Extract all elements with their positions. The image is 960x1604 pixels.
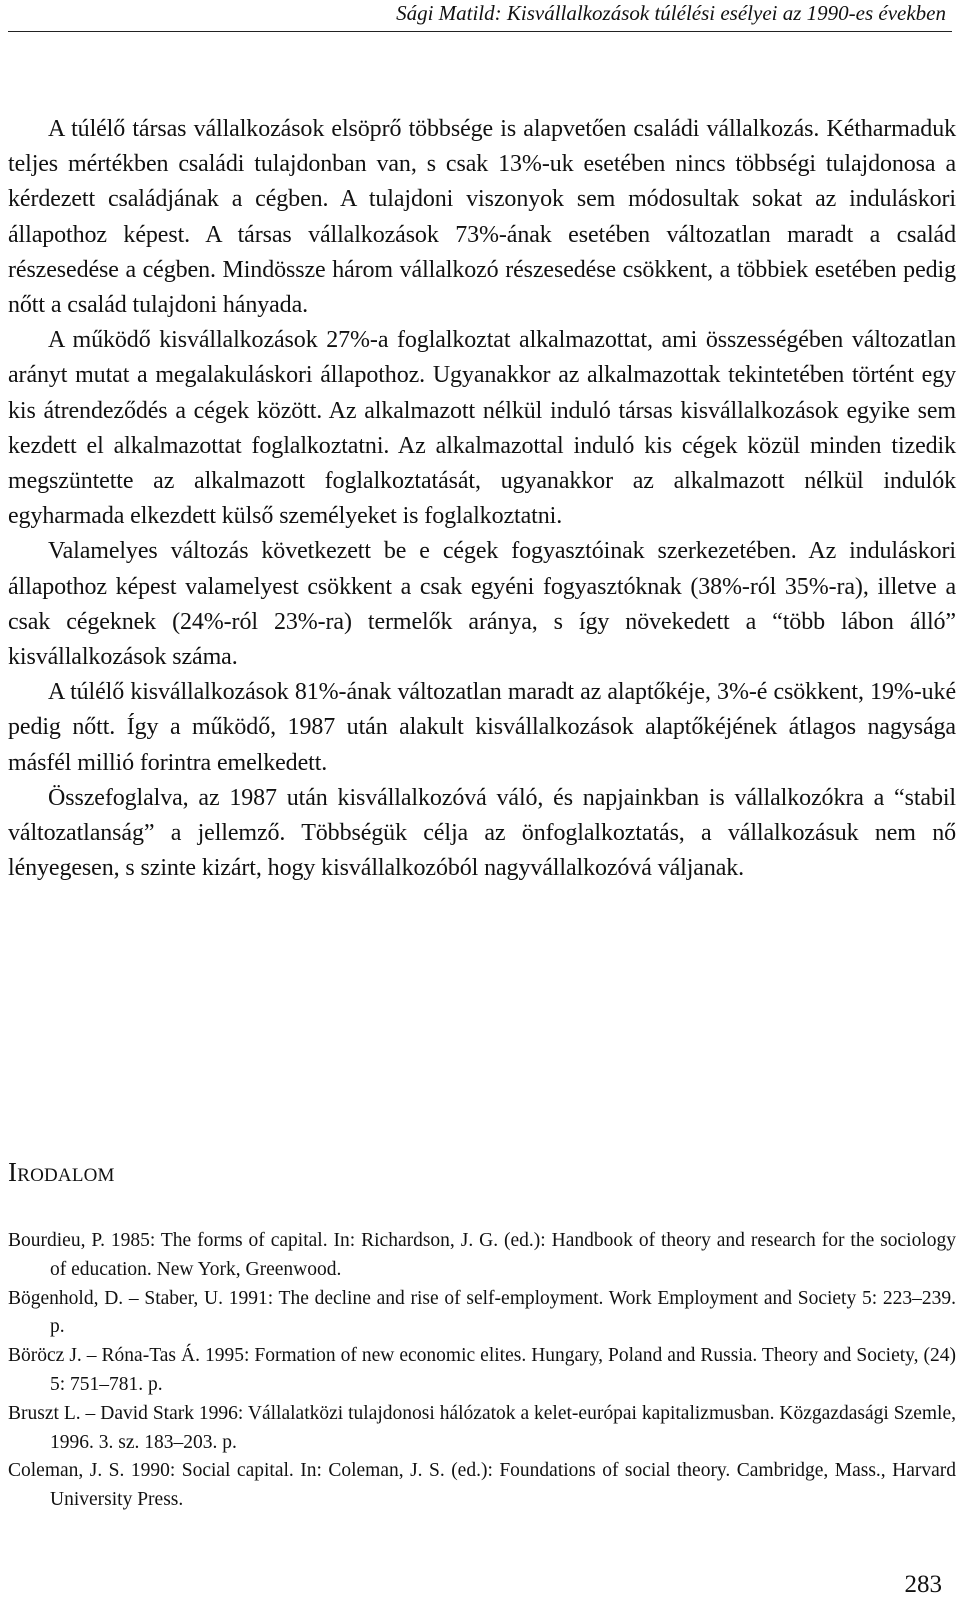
article-body <box>8 112 956 886</box>
paragraph-family-ownership: A túlélő társas vállalkozások elsöprő többsége is alapvetően családi vállalkozás. Kétharmaduk teljes mértékben családi tulajdonban van, s csak 13%-uk esetében nincs többségi tulajdonosa a kérdezett családjának a cégben. A tulajdoni viszonyok sem módosultak sokat az induláskori állapothoz képest. A társas vállalkozások 73%-ának esetében változatlan maradt a család részesedése a cégben. Mindössze három vállalkozó részesedése csökkent, a többiek esetében pedig nőtt a család tulajdoni hányada. <box>8 116 956 319</box>
paragraph-summary: Összefoglalva, az 1987 után kisvállalkozóvá váló, és napjainkban is vállalkozókra a “stabil változatlanság” a jellemző. Többségük célja az önfoglalkoztatás, a vállalkozásuk nem nő lényegesen, s szinte kizárt, hogy kisvállalkozóból nagyvállalkozóvá váljanak. <box>8 784 956 882</box>
reference-item: Bögenhold, D. – Staber, U. 1991: The decline and rise of self-employment. Work Employment and Society 5: 223–239. p. <box>8 1287 956 1338</box>
paragraph-employees: A működő kisvállalkozások 27%-a foglalkoztat alkalmazottat, ami összességében változatlan arányt mutat a megalakuláskori állapothoz. Ugyanakkor az alkalmazottak tekintetében történt egy kis átrendeződés a cégek között. Az alkalmazott nélkül induló társas kisvállalkozások egyike sem kezdett el alkalmazottat foglalkoztatni. Az alkalmazottal induló kis cégek közül minden tizedik megszüntette az alkalmazott foglalkoztatását, ugyanakkor az alkalmazott nélkül indulók egyharmada elkezdett külső személyeket is foglalkoztatni. <box>8 327 956 530</box>
reference-item: Bruszt L. – David Stark 1996: Vállalatközi tulajdonosi hálózatok a kelet-európai kapitalizmusban. Közgazdasági Szemle, 1996. 3. sz. 183–203. p. <box>8 1402 956 1453</box>
paragraph-consumers: Valamelyes változás következett be e cégek fogyasztóinak szerkezetében. Az induláskori állapothoz képest valamelyest csökkent a csak egyéni fogyasztóknak (38%-ról 35%-ra), illetve a csak cégeknek (24%-ról 23%-ra) termelők aránya, s így növekedett a “több lábon álló” kisvállalkozások száma. <box>8 538 956 671</box>
section-heading-references: Irodalom <box>8 1157 115 1187</box>
running-header-title: Sági Matild: Kisvállalkozások túlélési esélyei az 1990-es években <box>396 1 946 25</box>
reference-item: Coleman, J. S. 1990: Social capital. In: Coleman, J. S. (ed.): Foundations of social theory. Cambridge, Mass., Harvard University Press. <box>8 1460 956 1511</box>
paragraph-capital: A túlélő kisvállalkozások 81%-ának változatlan maradt az alaptőkéje, 3%-é csökkent, 19%-uké pedig nőtt. Így a működő, 1987 után alakult kisvállalkozások alaptőkéjének átlagos nagysága másfél millió forintra emelkedett. <box>8 679 956 776</box>
reference-list <box>8 1227 956 1515</box>
reference-item: Bourdieu, P. 1985: The forms of capital. In: Richardson, J. G. (ed.): Handbook of theory and research for the sociology of education. New York, Greenwood. <box>8 1230 956 1280</box>
reference-item: Böröcz J. – Róna-Tas Á. 1995: Formation of new economic elites. Hungary, Poland and Russia. Theory and Society, (24) 5: 751–781. p. <box>8 1345 956 1395</box>
page-number: 283 <box>904 1571 942 1598</box>
running-header <box>0 0 960 30</box>
header-divider <box>8 31 952 32</box>
